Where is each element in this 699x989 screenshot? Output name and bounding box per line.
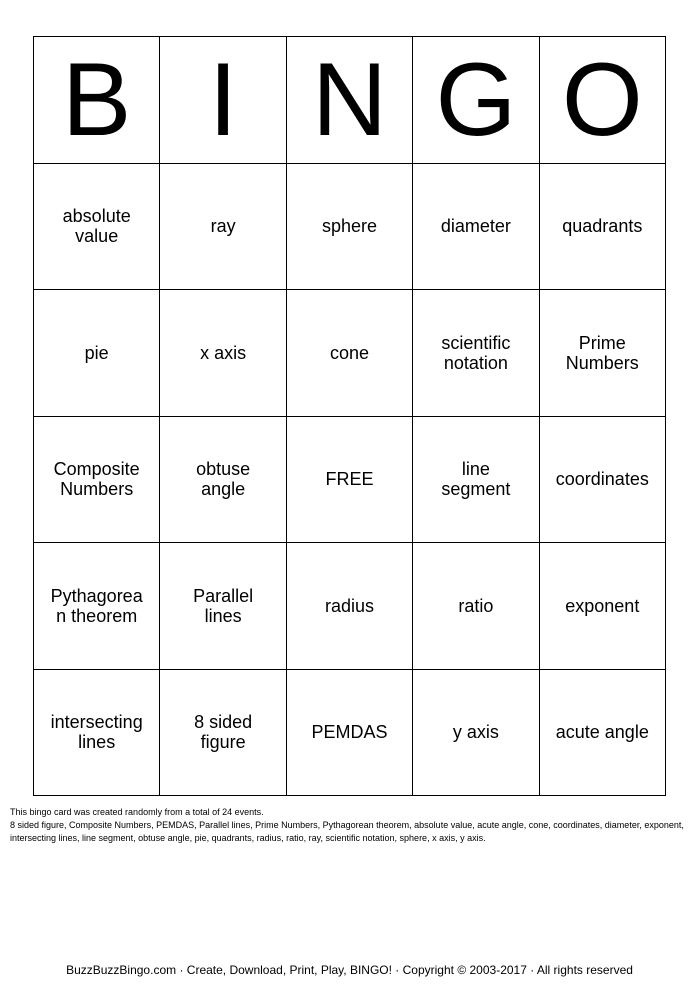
bingo-cell — [160, 164, 286, 291]
bingo-cell — [540, 417, 666, 544]
bingo-cell — [287, 290, 413, 417]
bingo-cell — [287, 670, 413, 797]
cell-text: obtuse angle — [196, 459, 251, 500]
bingo-cell — [540, 670, 666, 797]
cell-text: Pythagorean theorem — [50, 585, 143, 626]
header-letter-b: B — [34, 37, 160, 164]
header-letter-g: G — [413, 37, 539, 164]
bingo-cell — [540, 290, 666, 417]
cell-text: diameter — [440, 216, 511, 237]
header-letter-o: O — [540, 37, 666, 164]
cell-text: acute angle — [555, 722, 649, 743]
bingo-cell — [287, 543, 413, 670]
cell-text: sphere — [321, 216, 377, 237]
bingo-card — [33, 36, 666, 796]
cell-text: pie — [84, 342, 109, 363]
cell-text: scientific notation — [441, 332, 511, 373]
cell-text: Parallel lines — [193, 585, 254, 626]
bingo-cell — [34, 670, 160, 797]
cell-text: y axis — [452, 722, 499, 743]
copyright-footer: BuzzBuzzBingo.com · Create, Download, Print, Play, BINGO! · Copyright © 2003-2017 · All rights reserved — [66, 963, 633, 977]
created-note: This bingo card was created randomly from a total of 24 events. — [10, 807, 264, 817]
bingo-cell — [413, 417, 539, 544]
bingo-cell — [413, 164, 539, 291]
cell-text: Prime Numbers — [565, 332, 639, 373]
bingo-cell — [160, 290, 286, 417]
bingo-cell — [287, 164, 413, 291]
card-info — [10, 806, 690, 845]
bingo-cell — [413, 670, 539, 797]
cell-text: exponent — [565, 595, 640, 616]
bingo-cell — [540, 164, 666, 291]
cell-text: line segment — [441, 459, 511, 500]
bingo-cell — [413, 290, 539, 417]
bingo-cell — [34, 417, 160, 544]
header-letter-n: N — [287, 37, 413, 164]
bingo-cell — [413, 543, 539, 670]
bingo-cell — [34, 290, 160, 417]
cell-text: radius — [324, 595, 374, 616]
bingo-cell — [160, 670, 286, 797]
cell-text: coordinates — [555, 469, 649, 490]
cell-text: quadrants — [562, 216, 643, 237]
cell-text: cone — [329, 342, 369, 363]
cell-text: PEMDAS — [311, 722, 388, 743]
events-list: 8 sided figure, Composite Numbers, PEMDAS, Parallel lines, Prime Numbers, Pythagorean theorem, absolute value, acute angle, cone, coordinates, diameter, exponent, intersecting lines, line segment, obtuse angle, pie, quadrants, radius, ratio, ray, scientific notation, sphere, x axis, y axis. — [10, 820, 684, 843]
bingo-cell — [540, 543, 666, 670]
cell-text: ray — [210, 216, 236, 237]
cell-text: 8 sided figure — [194, 712, 253, 753]
free-space-cell — [287, 417, 413, 544]
header-letter-i: I — [160, 37, 286, 164]
cell-text: absolute value — [62, 206, 131, 247]
bingo-cell — [34, 164, 160, 291]
free-space-text: FREE — [325, 469, 374, 490]
cell-text: ratio — [458, 595, 494, 616]
bingo-cell — [160, 543, 286, 670]
bingo-cell — [34, 543, 160, 670]
cell-text: Composite Numbers — [53, 459, 140, 500]
cell-text: x axis — [200, 342, 247, 363]
cell-text: intersecting lines — [50, 712, 143, 753]
bingo-cell — [160, 417, 286, 544]
